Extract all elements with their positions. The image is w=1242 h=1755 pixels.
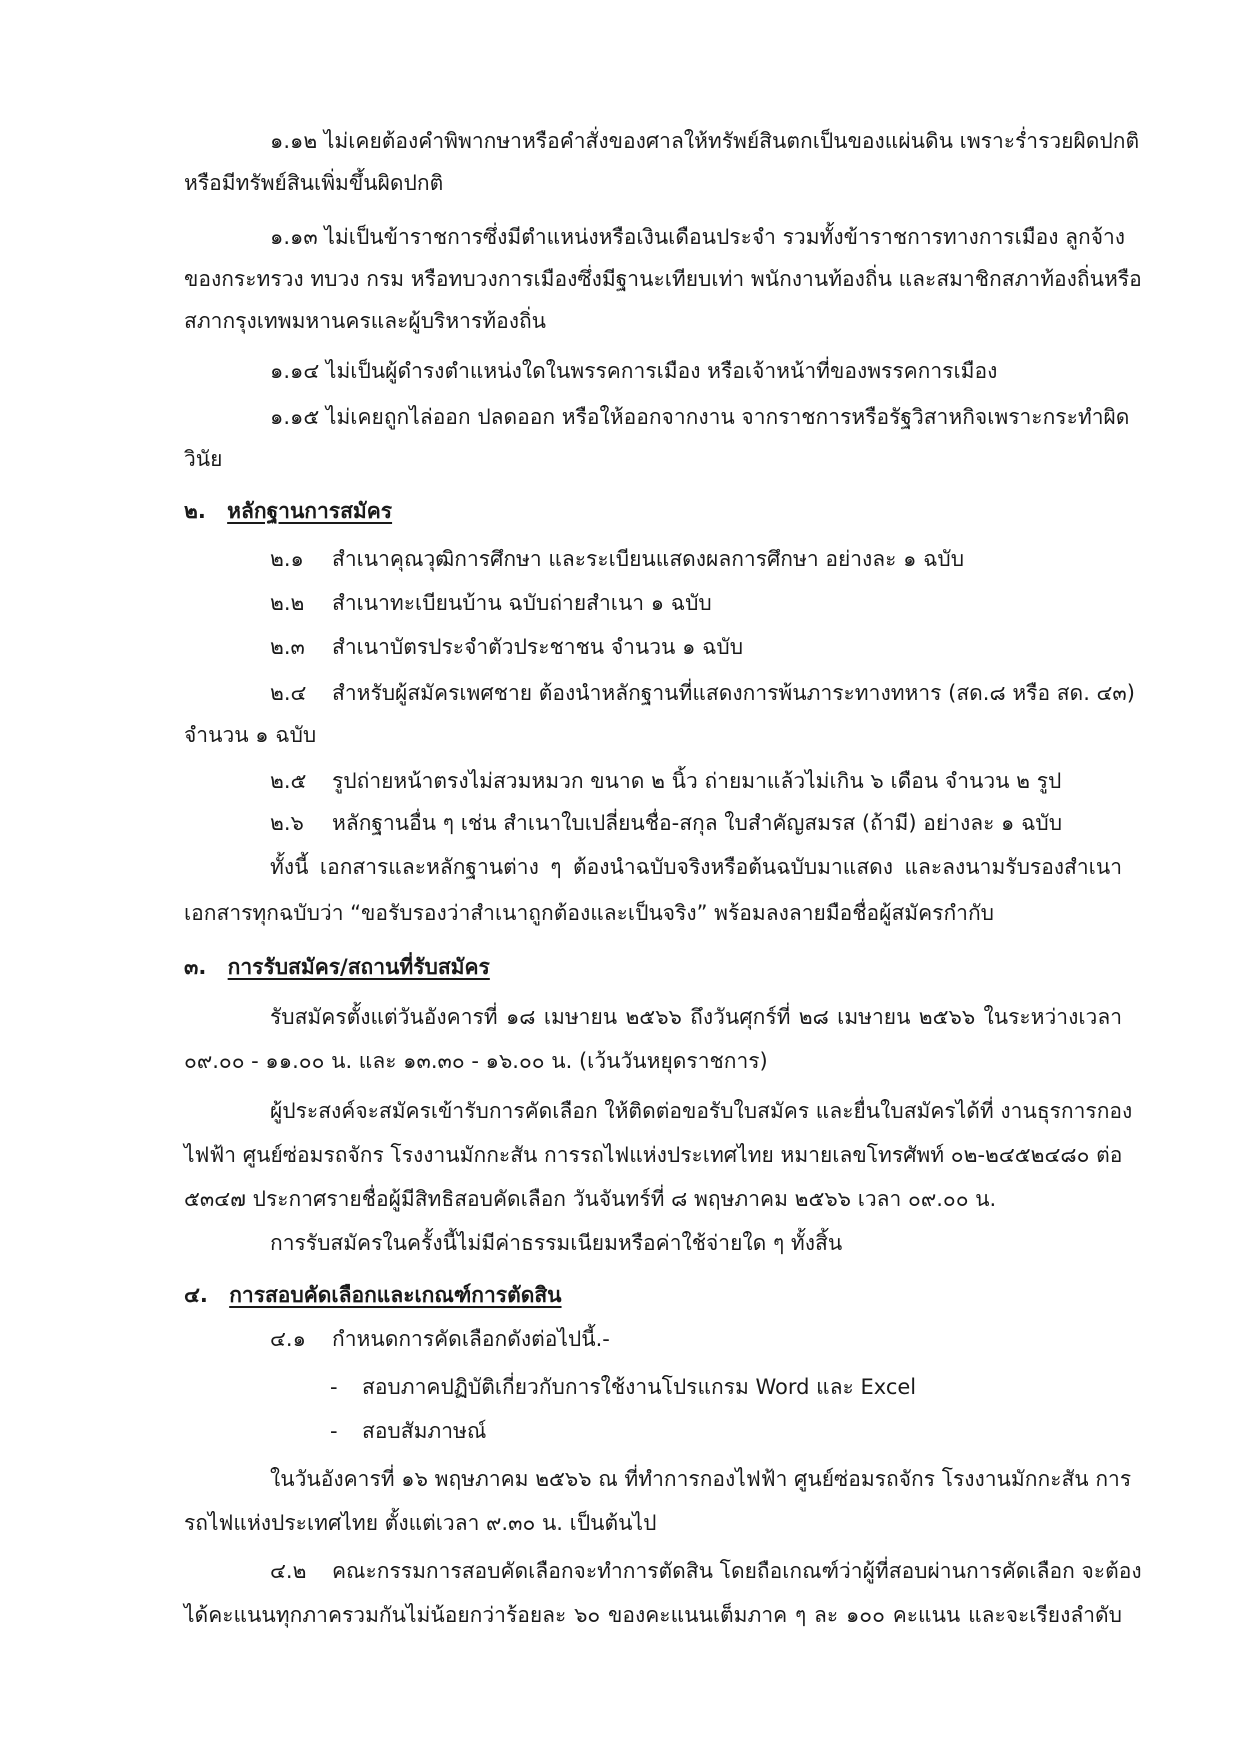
bullet-dash: - [330,1375,338,1399]
clause-1-13-line-2: ของกระทรวง ทบวง กรม หรือทบวงการเมืองซึ่งมีฐานะเทียบเท่า พนักงานท้องถิ่น และสมาชิกสภาท้องถิ่นหรือ [184,267,1142,291]
clause-1-12-line-1: ๑.๑๒ ไม่เคยต้องคำพิพากษาหรือคำสั่งของศาลให้ทรัพย์สินตกเป็นของแผ่นดิน เพราะร่ำรวยผิดปกติ [270,129,1140,153]
item-2-5-text: รูปถ่ายหน้าตรงไม่สวมหมวก ขนาด ๒ นิ้ว ถ่ายมาแล้วไม่เกิน ๖ เดือน จำนวน ๒ รูป [332,769,1062,793]
section-2-note-line-2: เอกสารทุกฉบับว่า “ขอรับรองว่าสำเนาถูกต้องและเป็นจริง” พร้อมลงลายมือชื่อผู้สมัครกำกับ [184,901,994,925]
section-4-number: ๔. [184,1283,208,1307]
item-2-1-text: สำเนาคุณวุฒิการศึกษา และระเบียนแสดงผลการศึกษา อย่างละ ๑ ฉบับ [332,547,965,571]
section-3-line-3: ผู้ประสงค์จะสมัครเข้ารับการคัดเลือก ให้ติดต่อขอรับใบสมัคร และยื่นใบสมัครได้ที่ งานธุรการกอง [270,1099,1133,1123]
item-2-4-continuation: จำนวน ๑ ฉบับ [184,723,317,747]
item-4-1-number: ๔.๑ [270,1327,306,1351]
item-2-3-text: สำเนาบัตรประจำตัวประชาชน จำนวน ๑ ฉบับ [332,635,744,659]
clause-1-14: ๑.๑๔ ไม่เป็นผู้ดำรงตำแหน่งใดในพรรคการเมือง หรือเจ้าหน้าที่ของพรรคการเมือง [270,359,998,383]
item-2-6 [270,808,1062,838]
section-3-number: ๓. [184,955,207,979]
section-2-note-line-1: ทั้งนี้ เอกสารและหลักฐานต่าง ๆ ต้องนำฉบับจริงหรือต้นฉบับมาแสดง และลงนามรับรองสำเนา [270,855,1122,879]
bullet-dash: - [330,1419,338,1443]
bullet-interview-text: สอบสัมภาษณ์ [362,1419,487,1443]
item-2-1 [270,544,964,574]
section-4-line-3: ได้คะแนนทุกภาครวมกันไม่น้อยกว่าร้อยละ ๖๐ ของคะแนนเต็มภาค ๆ ละ ๑๐๐ คะแนน และจะเรียงลำดับ [184,1603,1122,1627]
section-4-title: การสอบคัดเลือกและเกณฑ์การตัดสิน [229,1283,562,1307]
section-3-line-1: รับสมัครตั้งแต่วันอังคารที่ ๑๘ เมษายน ๒๕๖๖ ถึงวันศุกร์ที่ ๒๘ เมษายน ๒๕๖๖ ในระหว่างเวลา [270,1005,1122,1029]
section-4-line-2: รถไฟแห่งประเทศไทย ตั้งแต่เวลา ๙.๓๐ น. เป็นต้นไป [184,1511,657,1535]
section-3-title: การรับสมัคร/สถานที่รับสมัคร [227,955,490,979]
section-2-title: หลักฐานการสมัคร [227,499,393,523]
bullet-interview [330,1416,486,1446]
item-2-4-text: สำหรับผู้สมัครเพศชาย ต้องนำหลักฐานที่แสดงการพ้นภาระทางทหาร (สด.๘ หรือ สด. ๔๓) [332,681,1135,705]
item-2-3 [270,632,743,662]
section-4-line-1: ในวันอังคารที่ ๑๖ พฤษภาคม ๒๕๖๖ ณ ที่ทำการกองไฟฟ้า ศูนย์ซ่อมรถจักร โรงงานมักกะสัน การ [270,1467,1132,1491]
item-4-1 [270,1324,610,1354]
item-2-5-number: ๒.๕ [270,769,307,793]
item-4-2-text: คณะกรรมการสอบคัดเลือกจะทำการตัดสิน โดยถือเกณฑ์ว่าผู้ที่สอบผ่านการคัดเลือก จะต้อง [332,1559,1142,1583]
item-2-6-text: หลักฐานอื่น ๆ เช่น สำเนาใบเปลี่ยนชื่อ-สกุล ใบสำคัญสมรส (ถ้ามี) อย่างละ ๑ ฉบับ [332,811,1063,835]
item-2-2 [270,588,712,618]
item-2-2-text: สำเนาทะเบียนบ้าน ฉบับถ่ายสำเนา ๑ ฉบับ [332,591,712,615]
section-3-line-4: ไฟฟ้า ศูนย์ซ่อมรถจักร โรงงานมักกะสัน การรถไฟแห่งประเทศไทย หมายเลขโทรศัพท์ ๐๒-๒๔๕๒๔๘๐ ต่อ [184,1143,1123,1167]
clause-1-13-line-1: ๑.๑๓ ไม่เป็นข้าราชการซึ่งมีตำแหน่งหรือเงินเดือนประจำ รวมทั้งข้าราชการทางการเมือง ลูกจ้าง [270,225,1126,249]
clause-1-13-line-3: สภากรุงเทพมหานครและผู้บริหารท้องถิ่น [184,309,547,333]
item-2-2-number: ๒.๒ [270,591,305,615]
section-4-heading [184,1280,562,1310]
section-2-number: ๒. [184,499,206,523]
item-4-1-text: กำหนดการคัดเลือกดังต่อไปนี้.- [332,1327,610,1351]
bullet-practical-exam-text: สอบภาคปฏิบัติเกี่ยวกับการใช้งานโปรแกรม Word และ Excel [362,1375,917,1399]
item-2-4-number: ๒.๔ [270,681,307,705]
item-2-5 [270,766,1061,796]
item-2-3-number: ๒.๓ [270,635,305,659]
item-4-2 [270,1556,1142,1586]
section-3-line-5: ๕๓๔๗ ประกาศรายชื่อผู้มีสิทธิสอบคัดเลือก วันจันทร์ที่ ๘ พฤษภาคม ๒๕๖๖ เวลา ๐๙.๐๐ น. [184,1187,997,1211]
clause-1-15-line-1: ๑.๑๕ ไม่เคยถูกไล่ออก ปลดออก หรือให้ออกจากงาน จากราชการหรือรัฐวิสาหกิจเพราะกระทำผิด [270,405,1130,429]
item-2-6-number: ๒.๖ [270,811,304,835]
clause-1-15-line-2: วินัย [184,447,223,471]
bullet-practical-exam [330,1372,916,1402]
section-3-line-2: ๐๙.๐๐ - ๑๑.๐๐ น. และ ๑๓.๓๐ - ๑๖.๐๐ น. (เว้นวันหยุดราชการ) [184,1049,768,1073]
section-2-heading [184,496,392,526]
section-3-line-6: การรับสมัครในครั้งนี้ไม่มีค่าธรรมเนียมหรือค่าใช้จ่ายใด ๆ ทั้งสิ้น [270,1231,843,1255]
item-2-1-number: ๒.๑ [270,547,304,571]
section-3-heading [184,952,490,982]
clause-1-12-line-2: หรือมีทรัพย์สินเพิ่มขึ้นผิดปกติ [184,171,444,195]
item-4-2-number: ๔.๒ [270,1559,307,1583]
item-2-4 [270,678,1135,708]
